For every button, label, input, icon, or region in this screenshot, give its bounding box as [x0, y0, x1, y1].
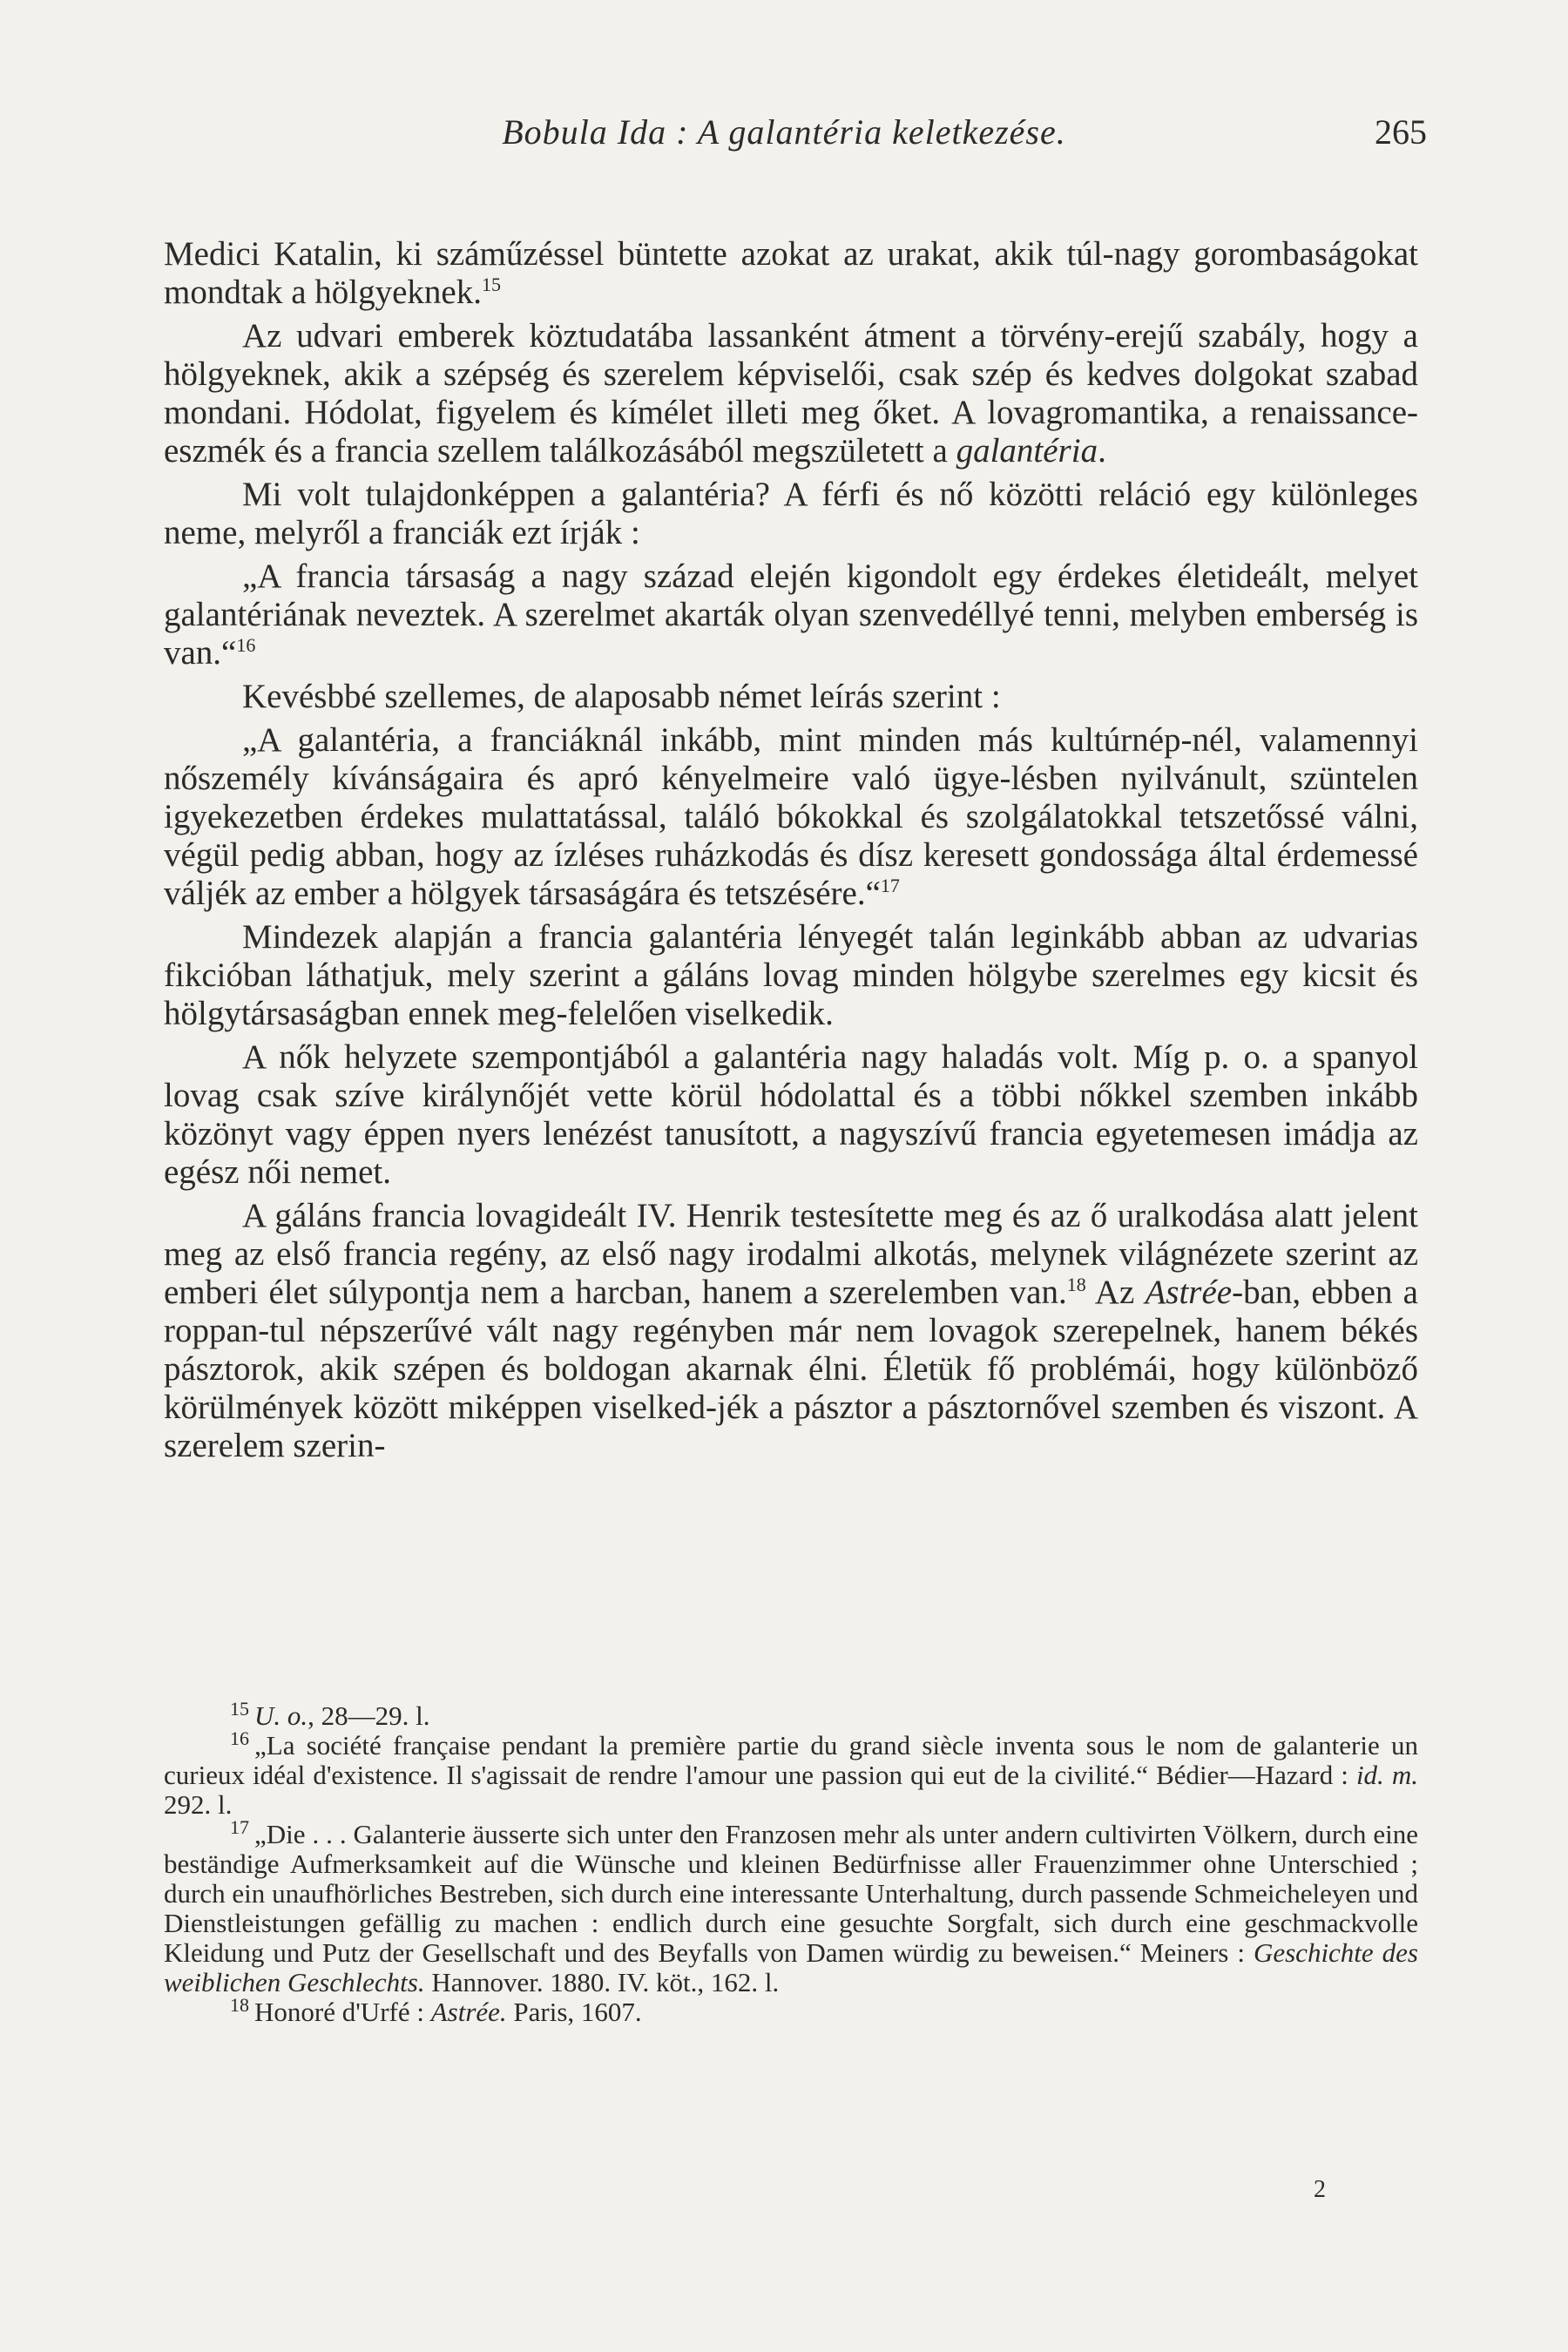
footnote-17-end: Hannover. 1880. IV. köt., 162. l. [424, 1967, 780, 1997]
paragraph-9-az: Az [1085, 1274, 1146, 1311]
page-number: 265 [1375, 112, 1427, 152]
paragraph-9-rest: -ban, ebben a roppan-tul népszerűvé vált nagy regényben már nem lovagok szerepelnek, hanem békés pásztorok, akik szépen és boldogan akarnak élni. Életük fő problémái, hogy különböző körülmények között miképpen viselked-jék a pásztor a pásztornővel szemben és viszont. A szerelem szerin- [164, 1274, 1418, 1464]
footnote-17-mark: 17 [230, 1815, 249, 1838]
footnote-16-mark: 16 [230, 1727, 249, 1749]
footnotes [164, 1697, 1418, 2027]
footnote-17-text: „Die . . . Galanterie äusserte sich unter den Franzosen mehr als unter andern cultivirten Völkern, durch eine beständige Aufmerksamkeit auf die Wünsche und kleinen Bedürfnisse aller Frauenzimmer ohne Unterschied ; durch ein unaufhörliches Bestreben, sich durch eine interessante Unterhaltung, durch passende Schmeicheleyen und Dienstleistungen gefällig zu machen : endlich durch eine gesuchte Sorgfalt, sich durch eine geschmackvolle Kleidung und Putz der Gesellschaft und des Beyfalls von Damen würdig zu beweisen.“ Meiners : [164, 1819, 1418, 1968]
title-astree: Astrée [1145, 1274, 1233, 1311]
quote-german [164, 721, 1418, 913]
footnote-18-book-title: Astrée. [430, 1997, 507, 2027]
footnote-18-mark: 18 [230, 1993, 249, 2016]
footnote-16 [164, 1727, 1418, 1820]
footnote-ref-17[interactable]: 17 [880, 875, 900, 896]
signature-mark: 2 [1314, 2176, 1326, 2203]
footnote-18-end: Paris, 1607. [506, 1997, 642, 2027]
footnote-15-text: , 28—29. l. [308, 1700, 430, 1731]
footnote-17 [164, 1815, 1418, 1997]
main-text [164, 235, 1418, 1470]
paragraph-9 [164, 1197, 1418, 1465]
running-title: Bobula Ida : A galantéria keletkezése. [502, 112, 1066, 152]
paragraph-1-text: Medici Katalin, ki száműzéssel büntette azokat az urakat, akik túl-nagy gorombaságokat mondtak a hölgyeknek. [164, 235, 1418, 311]
footnote-ref-16[interactable]: 16 [236, 634, 256, 656]
footnote-16-end: 292. l. [164, 1789, 233, 1820]
quote-french-text: „A francia társaság a nagy század elején kigondolt egy érdekes életideált, melyet galantériának neveztek. A szerelmet akarták olyan szenvedéllyé tenni, melyben emberség is van.“ [164, 558, 1418, 672]
footnote-18 [164, 1993, 1418, 2027]
paragraph-1 [164, 235, 1418, 312]
footnote-ref-18[interactable]: 18 [1066, 1274, 1086, 1295]
paragraph-7: Mindezek alapján a francia galantéria lényegét talán leginkább abban az udvarias fikcióban láthatjuk, mely szerint a gáláns lovag minden hölgybe szerelmes egy kicsit és hölgytársaságban ennek meg-felelően viselkedik. [164, 918, 1418, 1032]
paragraph-9-text: A gáláns francia lovagideált IV. Henrik testesítette meg és az ő uralkodása alatt jelent meg az első francia regény, az első nagy irodalmi alkotás, melynek világnézete szerint az emberi élet súlypontja nem a harcban, hanem a szerelemben van. [164, 1197, 1418, 1311]
footnote-ref-15[interactable]: 15 [482, 274, 501, 295]
footnote-16-text: „La société française pendant la première partie du grand siècle inventa sous le nom de galanterie un curieux idéal d'existence. Il s'agissait de rendre l'amour une passion qui eut de la civilité.“ Bédier—Hazard : [164, 1730, 1418, 1790]
paragraph-3: Mi volt tulajdonképpen a galantéria? A férfi és nő közötti reláció egy különleges neme, melyről a franciák ezt írják : [164, 476, 1418, 551]
footnote-18-text: Honoré d'Urfé : [254, 1997, 431, 2027]
footnote-16-ref: id. m. [1355, 1760, 1418, 1790]
footnote-15 [164, 1697, 1418, 1731]
paragraph-5: Kevésbbé szellemes, de alaposabb német leírás szerint : [242, 678, 1001, 715]
paragraph-2-text: Az udvari emberek köztudatába lassanként átment a törvény-erejű szabály, hogy a hölgyeknek, akik a szépség és szerelem képviselői, csak szép és kedves dolgokat szabad mondani. Hódolat, figyelem és kímélet illeti meg őket. A lovagromantika, a renaissance-eszmék és a francia szellem találkozásából megszületett a [164, 317, 1418, 470]
quote-german-text: „A galantéria, a franciáknál inkább, mint minden más kultúrnép-nél, valamennyi nőszemély kívánságaira és apró kényelmeire való ügye-lésben nyilvánult, szüntelen igyekezetben érdekes mulattatással, találó bókokkal és szolgálatokkal tetszetőssé válni, végül pedig abban, hogy az ízléses ruházkodás és dísz keresett gondossága által érdemessé váljék az ember a hölgyek társaságára és tetszésére.“ [164, 721, 1418, 912]
footnote-15-mark: 15 [230, 1697, 249, 1720]
paragraph-8: A nők helyzete szempontjából a galantéria nagy haladás volt. Míg p. o. a spanyol lovag csak szíve királynőjét vette körül hódolattal és a többi nőkkel szemben inkább közönyt vagy éppen nyers lenézést tanusított, a nagyszívű francia egyetemesen imádja az egész női nemet. [164, 1038, 1418, 1191]
paragraph-2 [164, 317, 1418, 470]
footnote-15-ref: U. o. [254, 1700, 308, 1731]
term-galanteria: galantéria [956, 432, 1098, 470]
quote-french [164, 558, 1418, 672]
footnote-17-book-title: Geschichte des weiblichen Geschlechts. [164, 1937, 1418, 1997]
paragraph-2-end: . [1098, 432, 1106, 470]
